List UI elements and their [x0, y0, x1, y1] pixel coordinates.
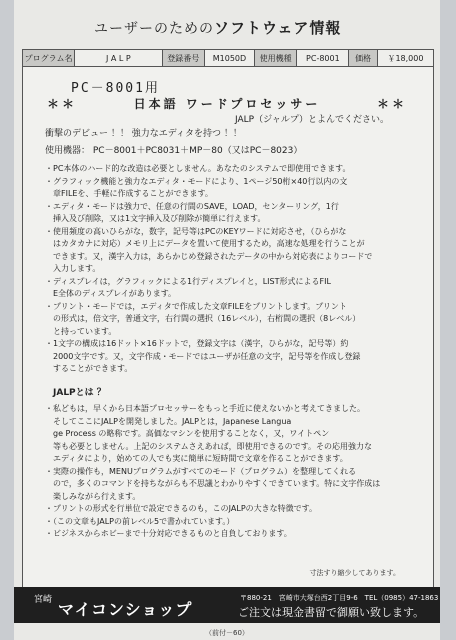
- feature-line: ・PC本体のハード的な改造は必要としません。あなたのシステムで即使用できます。: [45, 164, 351, 173]
- content-frame: [22, 66, 434, 588]
- product-title: PC－8001用: [71, 81, 160, 96]
- section-line: ・実際の操作も，MENUプログラムがすべてのモード（プログラム）を整理してくれる: [45, 466, 357, 476]
- intro-line: JALP（ジャルプ）とよんでください。: [235, 115, 390, 125]
- section-line: ge Process の略称です。高価なマシンを使用することなく，又，ワイトペン: [45, 429, 330, 438]
- reduction-note: 寸法すり縮少してあります。: [309, 569, 400, 577]
- feature-line: することができます。: [45, 364, 133, 373]
- subtitle-mark-right: ＊＊: [376, 97, 407, 111]
- feature-line: E全体のディスプレイがあります。: [45, 289, 177, 298]
- feature-list: [45, 163, 425, 376]
- feature-line: はカタカナに対応）メモリ上にデータを置いて使用するため，高速な処理を行うことが: [45, 239, 365, 248]
- intro-line: 衝撃のデビュー ！！ 強力なエディタを持つ ！！: [45, 129, 242, 139]
- section-line: ・（この文章もJALPの前レベル5で書かれています。）: [45, 516, 235, 526]
- feature-line: ・グラフィック機能と強力なエディタ・モードにより、1ページ50桁×40行以内の文: [45, 176, 348, 186]
- shop-region: 宮崎: [34, 595, 53, 605]
- title-main: ソフトウェア情報: [214, 19, 342, 37]
- subtitle-main: 日本語 ワードプロセッサー: [133, 97, 321, 111]
- label-registration: 登録番号: [163, 50, 205, 66]
- subtitle-mark-left: ＊＊: [47, 97, 78, 111]
- section-line: 等も必要としません。上記のシステムさえあれば，即使用できるのです。その応用強力な: [45, 441, 373, 451]
- feature-line: ・エディタ・モードは強力で、任意の行間のSAVE，LOAD，センターリング，1行: [45, 201, 339, 211]
- feature-line: できます。又，漢字入力は，あらかじめ登録されたデータの中から対応表によりコードで: [45, 251, 373, 261]
- document-page: [14, 0, 440, 640]
- feature-line: 章FILEを、手軽に作成することができます。: [45, 189, 213, 198]
- intro-line: 使用機器： PC－8001＋PC8031＋MP－80（又はPC－8023）: [45, 146, 303, 156]
- value-registration: M1050D: [205, 50, 255, 66]
- feature-line: 挿入及び削除，又は1文字挿入及び削除が簡単に行えます。: [45, 214, 266, 223]
- section-line: ・ビジネスからホビーまで十分対応できるものと自負しております。: [45, 529, 292, 538]
- feature-line: の形式は，倍文字，普通文字，右行間の選択（16レベル），右桁間の選択（8レベル）: [45, 314, 361, 323]
- feature-line: ・1文字の構成は16ドット×16ドットで，登録文字は（漢字，ひらがな，記号等）約: [45, 339, 349, 348]
- feature-line: ・使用頻度の高いひらがな，数字，記号等はPCのKEYワードに対応させ，（ひらがな: [45, 226, 347, 236]
- feature-line: と持っています。: [45, 326, 117, 336]
- shop-address: 〒880-21 宮崎市大塚台西2丁目9-6 TEL（0985）47-1863: [240, 594, 439, 602]
- product-subtitle: [47, 95, 407, 112]
- order-note: ご注文は現金書留で御願い致します。: [238, 606, 425, 619]
- label-program-name: プログラム名: [23, 50, 75, 66]
- feature-line: ・プリント・モードでは，エディタで作成した文章FILEをプリントします。プリント: [45, 301, 347, 311]
- section-line: そしてここにJALPを開発しました。JALPとは，Japanese Langua: [45, 416, 292, 426]
- shop-name: マイコンショップ: [58, 600, 193, 619]
- page-number: （前付－60）: [205, 629, 249, 637]
- feature-line: 入力します。: [45, 264, 101, 273]
- section-line: 楽しみながら行えます。: [45, 491, 141, 501]
- section-heading: JALPとは ？: [53, 388, 106, 398]
- section-line: ・私どもは，早くから日本語プロセッサーをもっと手近に使えないかと考えてきました。: [45, 404, 365, 413]
- page-title: [94, 17, 341, 38]
- value-price: ￥18,000: [387, 53, 424, 63]
- section-line: ので，多くのコマンドを持ちながらも不思議とわかりやすくできています。特に文字作成は: [45, 479, 381, 488]
- info-bar: [22, 49, 434, 67]
- value-program-name: J A L P: [75, 50, 163, 66]
- label-machine: 使用機種: [255, 50, 297, 66]
- shop-footer: [14, 587, 440, 623]
- title-prefix: ユーザーのための: [94, 21, 214, 37]
- value-machine: PC-8001: [297, 50, 349, 66]
- label-price: 価格: [349, 50, 378, 66]
- feature-line: ・ディスプレイは，グラフィックによる1行ディスプレイと，LIST形式によるFIL: [45, 276, 331, 286]
- section-line: エディタにより，始めての人でも実に簡単に短時間で文章を作ることができます。: [45, 454, 348, 463]
- feature-line: 2000文字です。又，文字作成・モードではユーザが任意の文字，記号等を作成し登録: [45, 351, 361, 361]
- section-line: ・プリントの形式を行単位で設定できるのも，このJALPの大きな特徴です。: [45, 504, 318, 513]
- section-body: [45, 403, 425, 541]
